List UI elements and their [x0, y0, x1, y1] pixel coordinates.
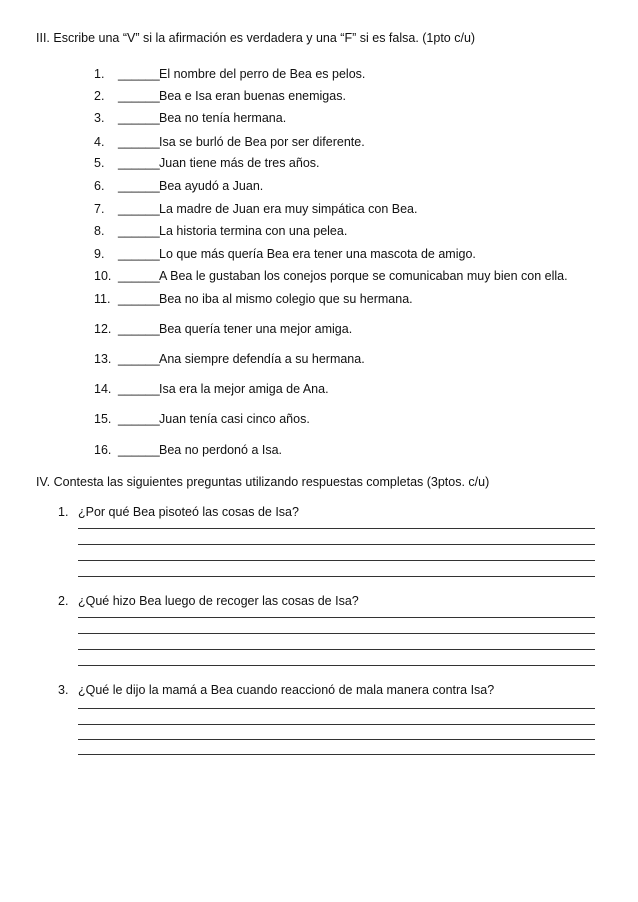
item-statement: Bea quería tener una mejor amiga. [159, 322, 353, 336]
item-statement: Bea no perdonó a Isa. [159, 443, 283, 457]
answer-line[interactable] [78, 633, 595, 634]
true-false-item [94, 178, 263, 194]
item-statement: La historia termina con una pelea. [159, 224, 348, 238]
true-false-item [94, 134, 365, 150]
true-false-item [94, 291, 413, 307]
item-statement: Ana siempre defendía a su hermana. [159, 352, 365, 366]
answer-blank[interactable]: ______ [118, 382, 160, 396]
answer-blank[interactable]: ______ [118, 247, 160, 261]
section-3-title: III. Escribe una “V” si la afirmación es verdadera y una “F” si es falsa. (1pto c/u) [36, 31, 476, 45]
question-1 [58, 504, 598, 584]
item-number: 12. [94, 322, 112, 336]
answer-line[interactable] [78, 560, 595, 561]
question-number: 2. [58, 594, 69, 608]
item-number: 16. [94, 443, 112, 457]
answer-line[interactable] [78, 724, 595, 725]
item-number: 4. [94, 135, 105, 149]
answer-blank[interactable]: ______ [118, 89, 160, 103]
item-number: 14. [94, 382, 112, 396]
answer-blank[interactable]: ______ [118, 67, 160, 81]
true-false-item [94, 223, 347, 239]
item-statement: Bea e Isa eran buenas enemigas. [159, 89, 346, 103]
true-false-item [94, 110, 286, 126]
item-number: 1. [94, 67, 105, 81]
true-false-item [94, 201, 417, 217]
question-number: 1. [58, 505, 69, 519]
answer-line[interactable] [78, 754, 595, 755]
answer-line[interactable] [78, 576, 595, 577]
true-false-item [94, 381, 329, 397]
answer-blank[interactable]: ______ [118, 443, 160, 457]
answer-blank[interactable]: ______ [118, 111, 160, 125]
answer-blank[interactable]: ______ [118, 322, 160, 336]
item-number: 15. [94, 412, 112, 426]
answer-blank[interactable]: ______ [118, 202, 160, 216]
answer-blank[interactable]: ______ [118, 179, 160, 193]
true-false-item [94, 155, 320, 171]
answer-line[interactable] [78, 617, 595, 618]
item-statement: Bea ayudó a Juan. [159, 179, 264, 193]
item-statement: Juan tiene más de tres años. [159, 156, 320, 170]
item-number: 3. [94, 111, 105, 125]
question-3 [58, 682, 598, 762]
answer-blank[interactable]: ______ [118, 224, 160, 238]
answer-line[interactable] [78, 665, 595, 666]
item-statement: Juan tenía casi cinco años. [159, 412, 310, 426]
true-false-item [94, 321, 352, 337]
item-number: 5. [94, 156, 105, 170]
item-statement: Isa era la mejor amiga de Ana. [159, 382, 329, 396]
item-statement: Isa se burló de Bea por ser diferente. [159, 135, 365, 149]
item-statement: Bea no iba al mismo colegio que su hermana. [159, 292, 413, 306]
item-number: 6. [94, 179, 105, 193]
question-text: ¿Por qué Bea pisoteó las cosas de Isa? [78, 505, 299, 519]
item-number: 9. [94, 247, 105, 261]
answer-line[interactable] [78, 649, 595, 650]
item-statement: A Bea le gustaban los conejos porque se comunicaban muy bien con ella. [159, 269, 568, 283]
question-2 [58, 593, 598, 673]
answer-blank[interactable]: ______ [118, 135, 160, 149]
true-false-item [94, 268, 568, 284]
item-number: 10. [94, 269, 112, 283]
true-false-item [94, 442, 282, 458]
item-number: 2. [94, 89, 105, 103]
answer-blank[interactable]: ______ [118, 269, 160, 283]
true-false-item [94, 411, 310, 427]
answer-blank[interactable]: ______ [118, 156, 160, 170]
true-false-item [94, 66, 365, 82]
item-number: 11. [94, 292, 111, 306]
answer-blank[interactable]: ______ [118, 292, 160, 306]
item-statement: La madre de Juan era muy simpática con Bea. [159, 202, 418, 216]
item-statement: El nombre del perro de Bea es pelos. [159, 67, 366, 81]
item-statement: Lo que más quería Bea era tener una mascota de amigo. [159, 247, 476, 261]
answer-blank[interactable]: ______ [118, 352, 160, 366]
item-number: 13. [94, 352, 112, 366]
answer-blank[interactable]: ______ [118, 412, 160, 426]
true-false-item [94, 88, 346, 104]
answer-line[interactable] [78, 708, 595, 709]
true-false-item [94, 246, 476, 262]
item-statement: Bea no tenía hermana. [159, 111, 287, 125]
question-number: 3. [58, 683, 69, 697]
true-false-item [94, 351, 365, 367]
item-number: 8. [94, 224, 105, 238]
answer-line[interactable] [78, 528, 595, 529]
item-number: 7. [94, 202, 105, 216]
answer-line[interactable] [78, 544, 595, 545]
question-text: ¿Qué le dijo la mamá a Bea cuando reaccionó de mala manera contra Isa? [78, 683, 495, 697]
answer-line[interactable] [78, 739, 595, 740]
question-text: ¿Qué hizo Bea luego de recoger las cosas de Isa? [78, 594, 359, 608]
section-4-title: IV. Contesta las siguientes preguntas utilizando respuestas completas (3ptos. c/u) [36, 475, 490, 489]
